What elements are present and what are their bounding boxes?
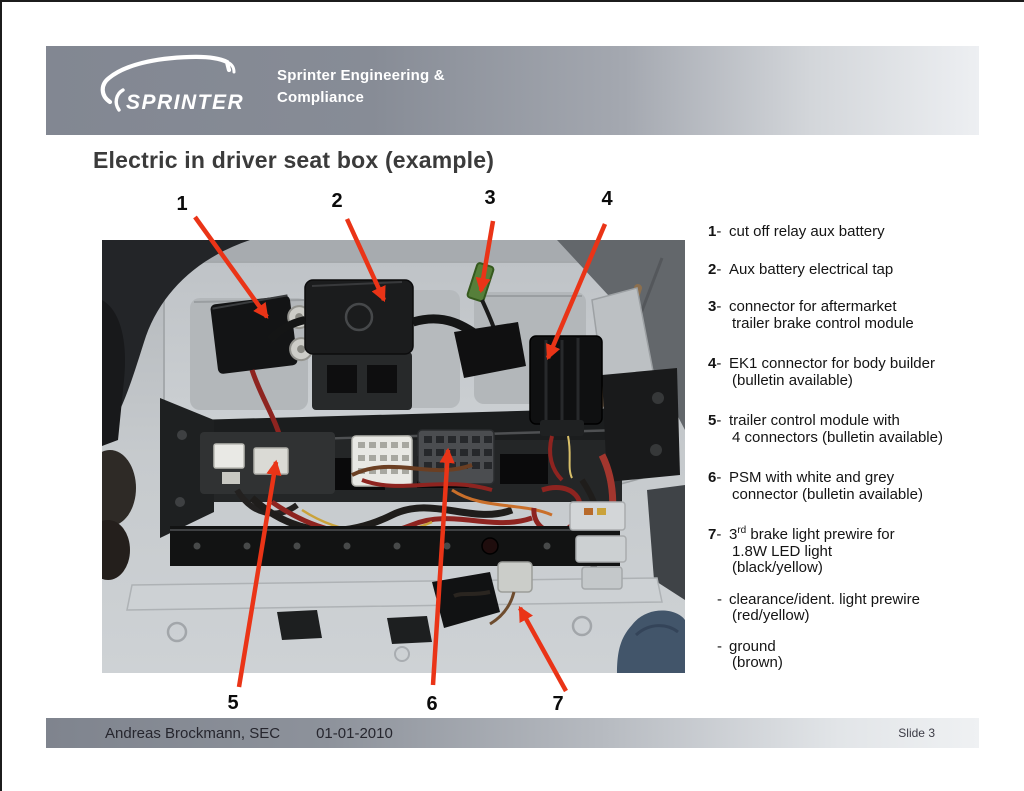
slide-number: Slide 3 [898,726,935,740]
footer-date: 01-01-2010 [316,724,393,742]
sprinter-logo-text: SPRINTER [126,91,245,114]
seat-box-photo [102,240,685,673]
callout-number-5: 5 [227,692,239,714]
callout-number-1: 1 [176,193,188,215]
legend-item-2: 2- Aux battery electrical tap [708,260,894,278]
callout-number-7: 7 [552,693,564,715]
legend-subitem-ground: - ground (brown) [717,637,783,671]
callout-number-2: 2 [331,190,343,212]
legend-item-6: 6- PSM with white and grey connector (bulletin available) [708,469,923,503]
page-top-border [0,0,1024,2]
callout-number-4: 4 [601,188,613,210]
footer-author: Andreas Brockmann, SEC [105,724,281,742]
sprinter-logo-icon [96,54,252,116]
header-title: Sprinter Engineering & Compliance [277,67,445,106]
legend [708,224,978,693]
callout-number-6: 6 [426,693,438,715]
seat-box-photo-graphic [102,240,685,673]
cross-bar [170,526,620,566]
legend-item-4: 4- EK1 connector for body builder (bulletin available) [708,355,935,389]
psm-component [352,430,494,490]
header-band [46,46,979,135]
legend-item-7: 7- 3rd brake light prewire for 1.8W LED light (black/yellow) [708,525,895,576]
legend-subitem-clearance: - clearance/ident. light prewire (red/yellow) [717,590,920,624]
legend-item-1: 1- cut off relay aux battery [708,223,885,240]
legend-item-5: 5- trailer control module with 4 connectors (bulletin available) [708,412,943,446]
legend-item-3: 3- connector for aftermarket trailer brake control module [708,298,914,332]
footer-band [46,718,979,748]
page-left-border [0,0,2,791]
callout-number-3: 3 [484,187,496,209]
page-title: Electric in driver seat box (example) [93,147,495,173]
